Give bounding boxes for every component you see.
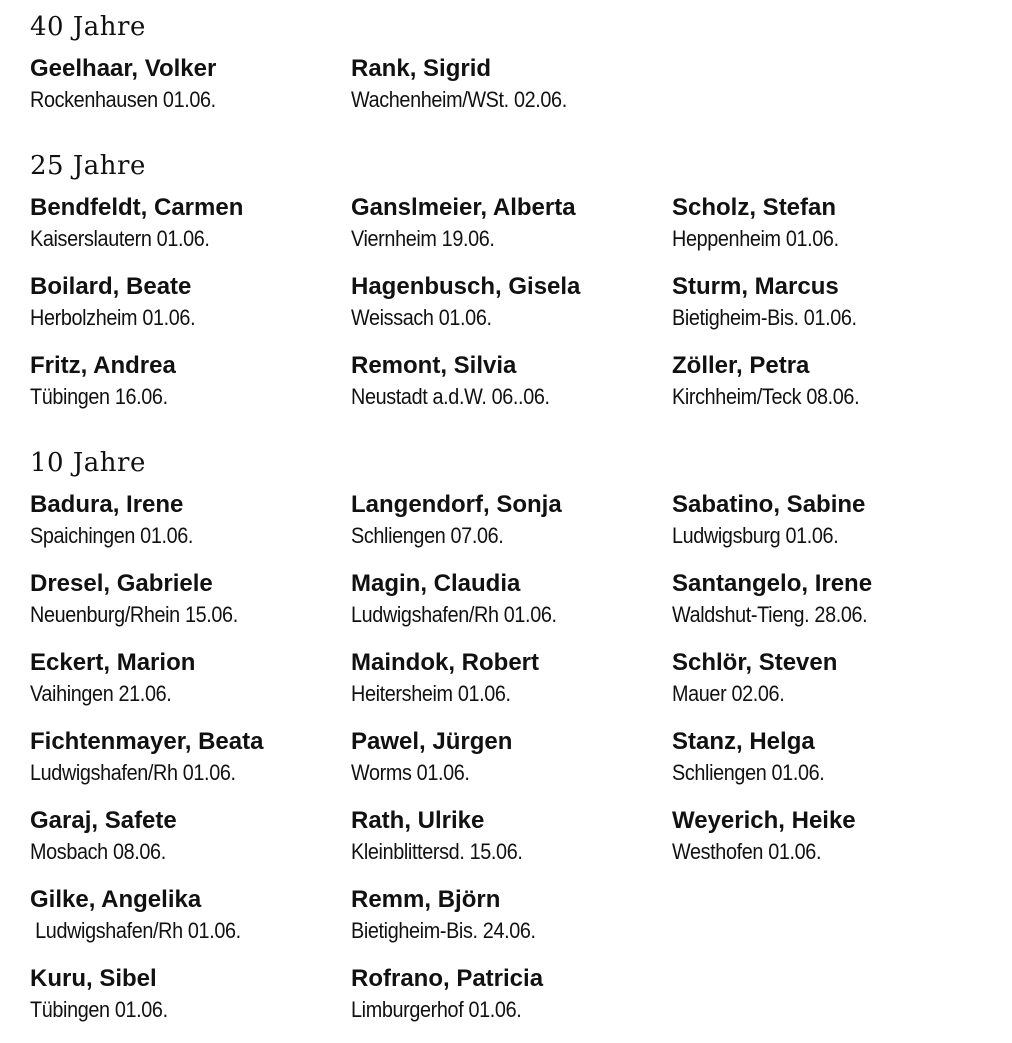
entry-name: Rank, Sigrid [351,55,492,82]
entry-location-date: Herbolzheim 01.06. [30,305,196,330]
entry [672,569,993,648]
entry [351,193,672,272]
entry-name: Sabatino, Sabine [672,491,866,518]
entry [672,727,993,806]
entry-location-date: Schliengen 07.06. [351,523,504,548]
entry [30,964,351,1043]
entry-location-date: Westhofen 01.06. [672,839,822,864]
entry-location-date: Spaichingen 01.06. [30,523,194,548]
column-0 [30,54,351,133]
entry-location-date: Ludwigshafen/Rh 01.06. [30,918,241,943]
entry-location-date: Vaihingen 21.06. [30,681,172,706]
entry-location-date: Limburgerhof 01.06. [351,997,522,1022]
entry-name: Weyerich, Heike [672,807,856,834]
entry [351,351,672,430]
entry-location-date: Mosbach 08.06. [30,839,166,864]
column-0 [30,193,351,430]
entry-name: Dresel, Gabriele [30,570,213,597]
entry [672,351,993,430]
entry-location-date: Bietigheim-Bis. 01.06. [672,305,857,330]
entry-name: Boilard, Beate [30,273,192,300]
entry-name: Geelhaar, Volker [30,55,217,82]
entry-name: Rath, Ulrike [351,807,485,834]
entry-location-date: Tübingen 01.06. [30,997,168,1022]
entry-location-date: Kaiserslautern 01.06. [30,226,210,251]
entry [30,806,351,885]
entry [30,648,351,727]
entry-name: Ganslmeier, Alberta [351,194,576,221]
entry [30,569,351,648]
entry [351,648,672,727]
column-2 [672,193,993,430]
entry-name: Zöller, Petra [672,352,810,379]
entry [672,193,993,272]
entry [351,806,672,885]
entry-name: Hagenbusch, Gisela [351,273,581,300]
entry-location-date: Ludwigsburg 01.06. [672,523,839,548]
section-title: 25 Jahre [30,151,146,181]
entry-name: Stanz, Helga [672,728,815,755]
entry-name: Bendfeldt, Carmen [30,194,244,221]
entry [30,885,351,964]
entry-location-date: Neuenburg/Rhein 15.06. [30,602,238,627]
entry [351,727,672,806]
column-1 [351,490,672,1043]
entry [672,490,993,569]
entry [351,885,672,964]
entry [30,54,351,133]
entry-name: Magin, Claudia [351,570,521,597]
entry-name: Rofrano, Patricia [351,965,544,992]
entry-location-date: Heppenheim 01.06. [672,226,839,251]
entry-location-date: Neustadt a.d.W. 06..06. [351,384,550,409]
entry-name: Pawel, Jürgen [351,728,513,755]
entry [30,490,351,569]
entry-name: Remont, Silvia [351,352,517,379]
entry-name: Badura, Irene [30,491,184,518]
entry [30,272,351,351]
column-2 [672,490,993,885]
entry-location-date: Bietigheim-Bis. 24.06. [351,918,536,943]
entry-name: Fichtenmayer, Beata [30,728,264,755]
entry-location-date: Ludwigshafen/Rh 01.06. [30,760,236,785]
entry-location-date: Ludwigshafen/Rh 01.06. [351,602,557,627]
section-title: 40 Jahre [30,12,146,42]
entry-location-date: Viernheim 19.06. [351,226,495,251]
entry-location-date: Heitersheim 01.06. [351,681,511,706]
entry-location-date: Kleinblittersd. 15.06. [351,839,523,864]
entry-location-date: Kirchheim/Teck 08.06. [672,384,860,409]
entry-location-date: Waldshut-Tieng. 28.06. [672,602,868,627]
entry [351,569,672,648]
column-1 [351,54,672,133]
entry-location-date: Mauer 02.06. [672,681,785,706]
entry [351,964,672,1043]
entry-location-date: Wachenheim/WSt. 02.06. [351,87,567,112]
entry-location-date: Rockenhausen 01.06. [30,87,216,112]
entry-name: Santangelo, Irene [672,570,873,597]
entry [30,351,351,430]
entry-location-date: Worms 01.06. [351,760,470,785]
entry-name: Maindok, Robert [351,649,540,676]
entry [351,272,672,351]
entry-name: Fritz, Andrea [30,352,176,379]
entry-location-date: Weissach 01.06. [351,305,492,330]
column-1 [351,193,672,430]
entry [30,727,351,806]
entry [672,806,993,885]
entry-location-date: Tübingen 16.06. [30,384,168,409]
entry [351,54,672,133]
entry [672,648,993,727]
entry-name: Eckert, Marion [30,649,196,676]
entry-name: Sturm, Marcus [672,273,839,300]
entry-name: Schlör, Steven [672,649,838,676]
entry-name: Kuru, Sibel [30,965,157,992]
entry-location-date: Schliengen 01.06. [672,760,825,785]
entry-name: Langendorf, Sonja [351,491,562,518]
column-0 [30,490,351,1043]
entry [672,272,993,351]
section-title: 10 Jahre [30,448,146,478]
entry-name: Garaj, Safete [30,807,177,834]
entry-name: Remm, Björn [351,886,501,913]
entry-name: Scholz, Stefan [672,194,837,221]
entry-name: Gilke, Angelika [30,886,202,913]
entry [30,193,351,272]
entry [351,490,672,569]
